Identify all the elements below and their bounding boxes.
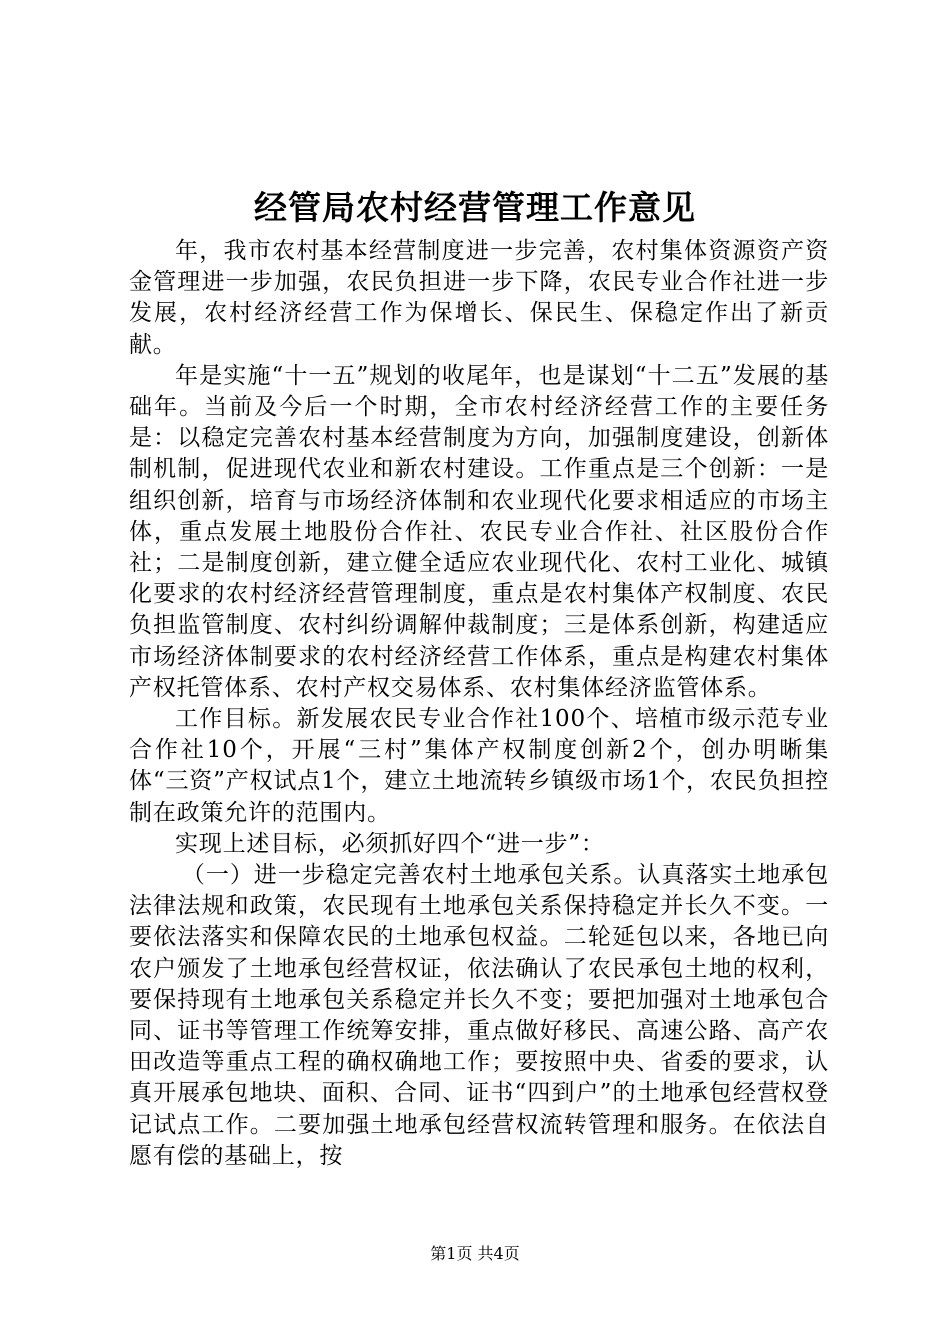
- paragraph-four-steps: 实现上述目标，必须抓好四个“进一步”：: [175, 830, 605, 857]
- document-title: 经管局农村经营管理工作意见: [254, 188, 696, 227]
- paragraph-main-tasks: 年是实施“十一五”规划的收尾年，也是谋划“十二五”发展的基础年。当前及今后一个时期，全市农村经济经营工作的主要任务是：以稳定完善农村基本经营制度为方向，加强制度建设，创新体制机制，促进现代农业和新农村建设。工作重点是三个创新：一是组织创新，培育与市场经济体制和农业现代化要求相适应的市场主体，重点发展土地股份合作社、农民专业合作社、社区股份合作社；二是制度创新，建立健全适应农业现代化、农村工业化、城镇化要求的农村经济经营管理制度，重点是农村集体产权制度、农民负担监管制度、农村纠纷调解仲裁制度；三是体系创新，构建适应市场经济体制要求的农村经济经营工作体系，重点是构建农村集体产权托管体系、农村产权交易体系、农村集体经济监管体系。: [129, 362, 829, 701]
- paragraph-intro: 年，我市农村基本经营制度进一步完善，农村集体资源资产资金管理进一步加强，农民负担进一步下降，农民专业合作社进一步发展，农村经济经营工作为保增长、保民生、保稳定作出了新贡献。: [129, 238, 829, 358]
- paragraph-section-one: （一）进一步稳定完善农村土地承包关系。认真落实土地承包法律法规和政策，农民现有土地承包关系保持稳定并长久不变。一要依法落实和保障农民的土地承包权益。二轮延包以来，各地已向农户颁发了土地承包经营权证，依法确认了农民承包土地的权利，要保持现有土地承包关系稳定并长久不变；要把加强对土地承包合同、证书等管理工作统筹安排，重点做好移民、高速公路、高产农田改造等重点工程的确权确地工作；要按照中央、省委的要求，认真开展承包地块、面积、合同、证书“四到户”的土地承包经营权登记试点工作。二要加强土地承包经营权流转管理和服务。在依法自愿有偿的基础上，按: [129, 862, 829, 1169]
- document-body: [129, 236, 829, 1172]
- paragraph-work-goals: 工作目标。新发展农民专业合作社100个、培植市级示范专业合作社10个，开展“三村”集体产权制度创新2个，创办明晰集体“三资”产权试点1个，建立土地流转乡镇级市场1个，农民负担控制在政策允许的范围内。: [129, 706, 829, 826]
- page-footer: 第1页 共4页: [430, 1244, 520, 1263]
